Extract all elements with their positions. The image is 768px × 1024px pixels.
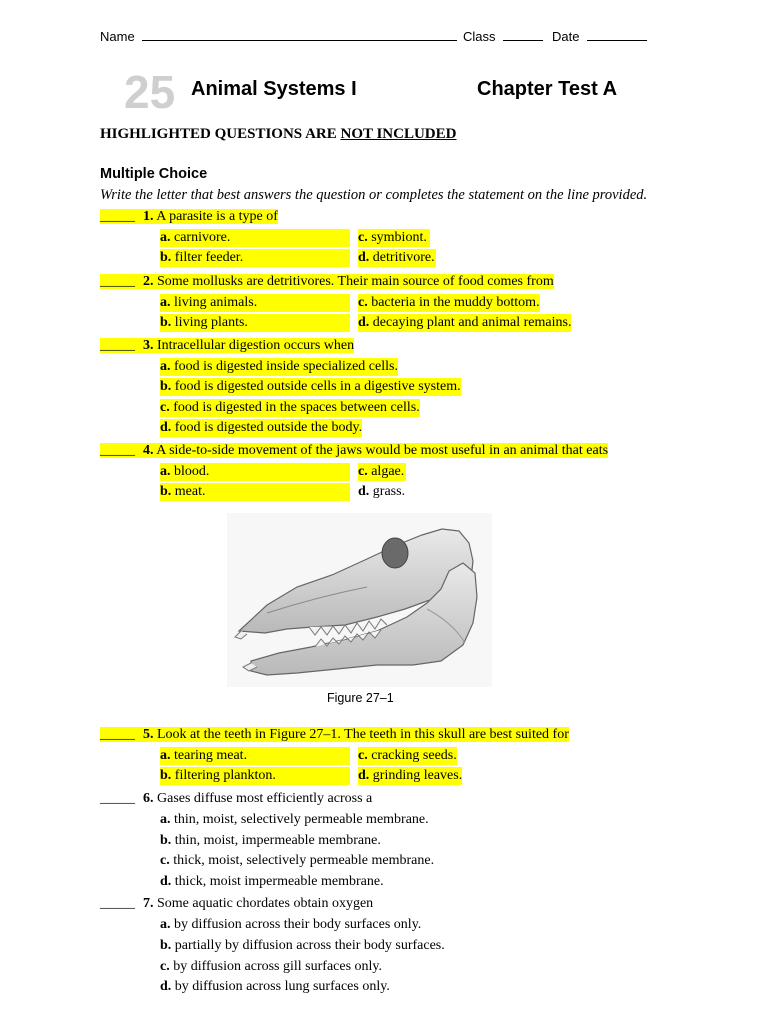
option: b. filter feeder. bbox=[160, 249, 350, 267]
option: a. by diffusion across their body surfaces only. bbox=[160, 917, 422, 932]
horse-skull-illustration bbox=[227, 513, 492, 687]
answer-blank[interactable]: _____ bbox=[100, 727, 135, 742]
answer-blank[interactable]: _____ bbox=[100, 274, 135, 289]
option: a. carnivore. bbox=[160, 229, 350, 247]
chapter-number: 25 bbox=[124, 66, 176, 118]
question-6 bbox=[100, 790, 372, 808]
option: a. blood. bbox=[160, 463, 350, 481]
question-number: 3. bbox=[143, 338, 154, 353]
option: a. thin, moist, selectively permeable membrane. bbox=[160, 812, 429, 827]
option: a. living animals. bbox=[160, 294, 350, 312]
notice bbox=[100, 126, 456, 143]
option: d. decaying plant and animal remains. bbox=[358, 315, 572, 330]
section-heading: Multiple Choice bbox=[100, 166, 208, 182]
option: b. thin, moist, impermeable membrane. bbox=[160, 833, 381, 848]
option: d. by diffusion across lung surfaces only. bbox=[160, 979, 390, 994]
answer-blank[interactable]: _____ bbox=[100, 791, 135, 806]
question-4 bbox=[100, 442, 608, 460]
question-2 bbox=[100, 273, 554, 291]
question-text: A side-to-side movement of the jaws would be most useful in an animal that eats bbox=[156, 443, 609, 458]
option: c. by diffusion across gill surfaces only. bbox=[160, 959, 383, 974]
option: d. grinding leaves. bbox=[358, 768, 463, 783]
option: c. bacteria in the muddy bottom. bbox=[358, 295, 540, 310]
option: c. food is digested in the spaces between cells. bbox=[160, 400, 420, 415]
answer-blank[interactable]: _____ bbox=[100, 338, 135, 353]
option: c. symbiont. bbox=[358, 229, 430, 247]
test-label: Chapter Test A bbox=[477, 78, 618, 100]
question-text: Some mollusks are detritivores. Their main source of food comes from bbox=[157, 274, 554, 289]
option: b. partially by diffusion across their body surfaces. bbox=[160, 938, 445, 953]
option: b. living plants. bbox=[160, 314, 350, 332]
name-field[interactable] bbox=[142, 27, 457, 41]
answer-blank[interactable]: _____ bbox=[100, 896, 135, 911]
name-row bbox=[100, 27, 457, 44]
question-number: 6. bbox=[143, 791, 154, 806]
option: c. algae. bbox=[358, 464, 405, 479]
question-text: Intracellular digestion occurs when bbox=[157, 338, 355, 353]
question-number: 2. bbox=[143, 274, 154, 289]
date-label: Date bbox=[552, 29, 580, 44]
option: d. grass. bbox=[358, 484, 406, 499]
question-number: 5. bbox=[143, 727, 154, 742]
question-number: 4. bbox=[143, 443, 154, 458]
name-label: Name bbox=[100, 29, 135, 44]
option: b. food is digested outside cells in a digestive system. bbox=[160, 379, 461, 394]
class-row bbox=[463, 27, 543, 44]
option: b. meat. bbox=[160, 483, 350, 501]
answer-blank[interactable]: _____ bbox=[100, 443, 135, 458]
question-7 bbox=[100, 895, 373, 913]
option: b. filtering plankton. bbox=[160, 767, 350, 785]
option: a. tearing meat. bbox=[160, 747, 350, 765]
question-number: 1. bbox=[143, 209, 154, 224]
class-label: Class bbox=[463, 29, 496, 44]
option: c. cracking seeds. bbox=[358, 748, 457, 763]
notice-prefix: HIGHLIGHTED QUESTIONS ARE bbox=[100, 126, 341, 142]
question-5 bbox=[100, 726, 569, 744]
option: a. food is digested inside specialized cells. bbox=[160, 359, 398, 374]
option: c. thick, moist, selectively permeable membrane. bbox=[160, 853, 435, 868]
skull-figure bbox=[227, 513, 492, 687]
figure-caption: Figure 27–1 bbox=[327, 691, 394, 705]
section-instructions: Write the letter that best answers the question or completes the statement on the line provided. bbox=[100, 187, 648, 203]
date-field[interactable] bbox=[587, 27, 647, 41]
option: d. thick, moist impermeable membrane. bbox=[160, 874, 384, 889]
question-text: Gases diffuse most efficiently across a bbox=[157, 791, 373, 806]
option: d. food is digested outside the body. bbox=[160, 420, 363, 435]
notice-emphasis: NOT INCLUDED bbox=[340, 126, 457, 142]
question-3 bbox=[100, 337, 354, 355]
option: d. detritivore. bbox=[358, 250, 435, 265]
class-field[interactable] bbox=[503, 27, 543, 41]
date-row bbox=[552, 27, 647, 44]
answer-blank[interactable]: _____ bbox=[100, 209, 135, 224]
question-1 bbox=[100, 208, 278, 226]
question-number: 7. bbox=[143, 896, 154, 911]
page-title: Animal Systems I bbox=[191, 78, 357, 100]
question-text: Look at the teeth in Figure 27–1. The teeth in this skull are best suited for bbox=[157, 727, 569, 742]
question-text: A parasite is a type of bbox=[156, 209, 278, 224]
question-text: Some aquatic chordates obtain oxygen bbox=[157, 896, 374, 911]
